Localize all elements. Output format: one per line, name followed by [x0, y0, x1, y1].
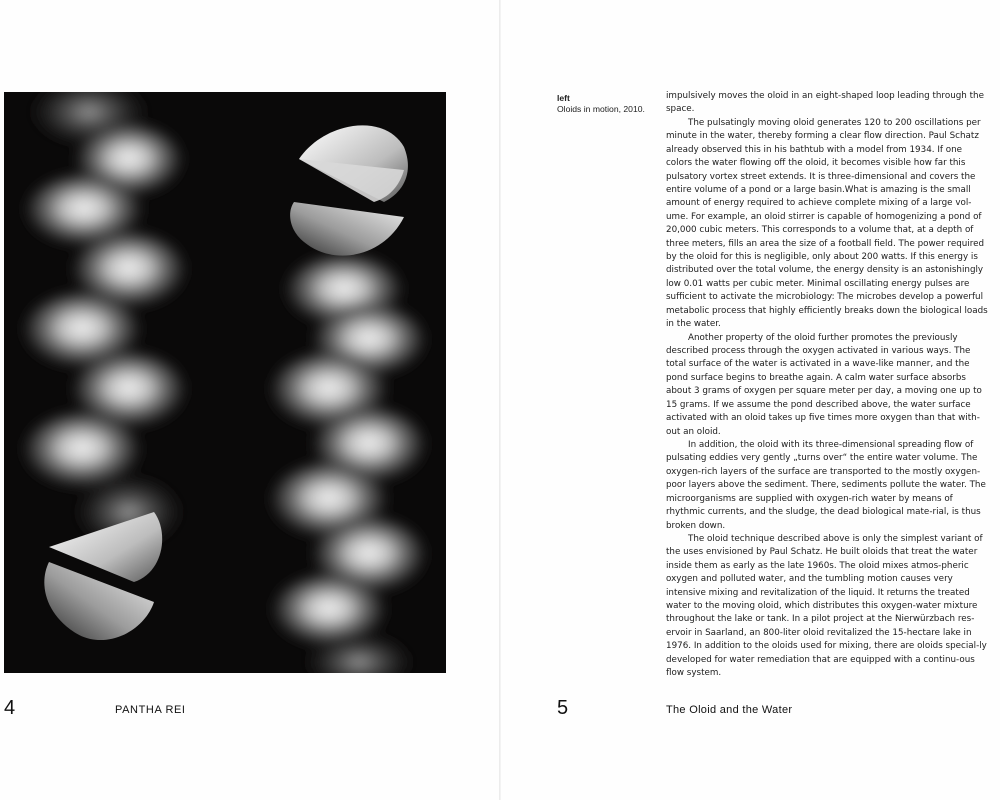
oloid-motion-photograph	[4, 92, 446, 673]
paragraph: impulsively moves the oloid in an eight-shaped loop leading through the space.	[666, 91, 984, 115]
page-number-right: 5	[557, 697, 569, 719]
paragraph: The oloid technique described above is only the simplest variant of the uses envisioned by Paul Schatz. He built oloids that treat the water inside them as early as the late 1960s. The oloid mixes atmos-pheric oxygen and polluted water, and the tumbling motion causes very intensive mixing and revitalization of the liquid. It returns the treated water to the moving oloid, which distributes this oxygen-water mixture throughout the lake or tank. In a pilot project at the Nierwürzbach res-ervoir in Saarland, an 800-liter oloid revitalized the 15-hectare lake in 1976. In addition to the oloids used for mixing, there are oloids special-ly developed for water remediation that are equipped with a continu-ous flow system.	[666, 533, 987, 679]
right-page	[501, 0, 1000, 800]
caption-text: Oloids in motion, 2010.	[557, 104, 645, 114]
paragraph: The pulsatingly moving oloid generates 120 to 200 oscillations per minute in the water, thereby forming a clear flow direction. Paul Schatz already observed this in his bathtub with a model from 1934. If one colors the water flowing off the oloid, it becomes visible how far this pulsatory vortex street extends. It is three-dimensional and covers the entire volume of a pond or a large basin.What is amazing is the small amount of energy required to achieve complete mixing of a large vol-ume. For example, an oloid stirrer is capable of homogenizing a pond of 20,000 cubic meters. This corresponds to a volume that, at a depth of three meters, fills an area the size of a football field. The power required by the oloid for this is negligible, only about 200 watts. If this energy is distributed over the total volume, the energy density is an astonishingly low 0.01 watts per cubic meter. Minimal oscillating energy pulses are sufficient to activate the microbiology: The microbes develop a powerful metabolic process that highly efficiently breaks down the biological loads in the water.	[666, 117, 988, 330]
page-number-left: 4	[4, 697, 16, 719]
running-head-right: The Oloid and the Water	[666, 704, 793, 716]
figure-caption	[557, 93, 657, 115]
paragraph: In addition, the oloid with its three-dimensional spreading flow of pulsating eddies very gently „turns over“ the entire water volume. The oxygen-rich layers of the surface are transported to the mostly oxygen-poor layers above the sediment. There, sediments pollute the water. The microorganisms are supplied with oxygen-rich water by means of rhythmic currents, and the sludge, the dead biological mate-rial, is thus broken down.	[666, 439, 986, 531]
paragraph: Another property of the oloid further promotes the previously described process through the oxygen activated in various ways. The total surface of the water is activated in a wave-like manner, and the pond surface begins to breathe again. A calm water surface absorbs about 3 grams of oxygen per square meter per day, a moving one up to 15 grams. If we assume the pond described above, the water surface activated with an oloid takes up five times more oxygen than that with-out an oloid.	[666, 332, 982, 437]
caption-label: left	[557, 93, 570, 103]
body-text	[666, 90, 988, 681]
running-head-left: PANTHA REI	[115, 704, 186, 716]
oloid-motion-image	[4, 92, 446, 673]
